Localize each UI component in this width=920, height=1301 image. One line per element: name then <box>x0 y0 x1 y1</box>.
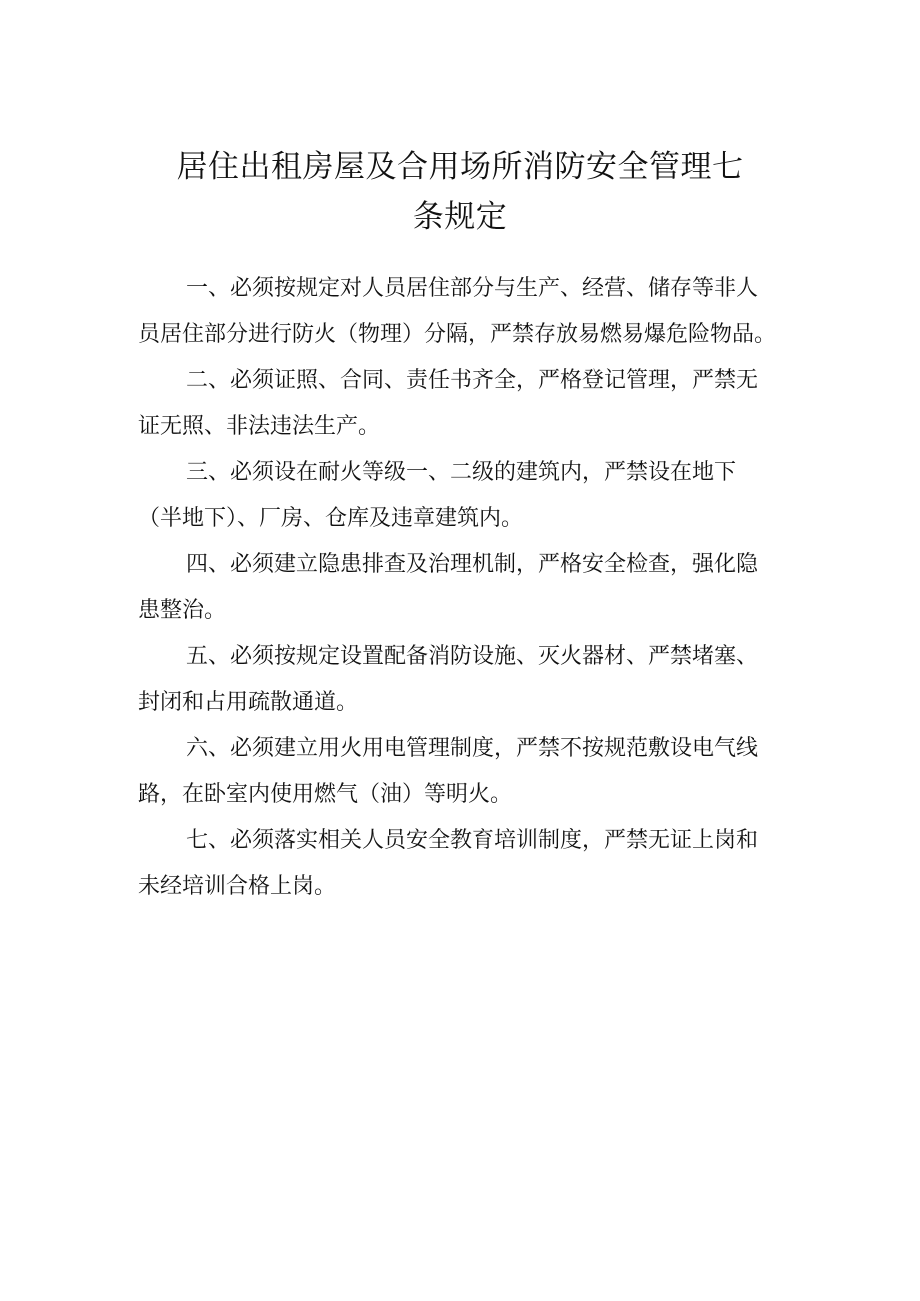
paragraph-line: 封闭和占用疏散通道。 <box>138 690 359 715</box>
document-title <box>100 142 820 242</box>
paragraph-line: 路，在卧室内使用燃气（油）等明火。 <box>138 782 513 807</box>
paragraph-line: 二、必须证照、合同、责任书齐全，严格登记管理，严禁无 <box>186 368 759 393</box>
paragraph <box>138 818 790 910</box>
paragraph-line: 五、必须按规定设置配备消防设施、灭火器材、严禁堵塞、 <box>186 644 759 669</box>
paragraph <box>138 450 790 542</box>
title-line: 条规定 <box>412 199 508 235</box>
paragraph-line: 四、必须建立隐患排查及治理机制，严格安全检查，强化隐 <box>186 552 759 577</box>
paragraph <box>138 634 790 726</box>
paragraph <box>138 266 790 358</box>
paragraph <box>138 542 790 634</box>
paragraph-line: 六、必须建立用火用电管理制度，严禁不按规范敷设电气线 <box>186 736 759 761</box>
title-line: 居住出租房屋及合用场所消防安全管理七 <box>176 149 744 185</box>
paragraph <box>138 358 790 450</box>
paragraph-line: 证无照、非法违法生产。 <box>138 414 381 439</box>
paragraph-line: 员居住部分进行防火（物理）分隔，严禁存放易燃易爆危险物品。 <box>138 322 777 347</box>
paragraph-line: 七、必须落实相关人员安全教育培训制度，严禁无证上岗和 <box>186 828 759 853</box>
paragraph-line: （半地下）、厂房、仓库及违章建筑内。 <box>138 506 524 531</box>
paragraph-line: 三、必须设在耐火等级一、二级的建筑内，严禁设在地下 <box>186 460 737 485</box>
paragraph-line: 患整治。 <box>138 598 227 623</box>
paragraph <box>138 726 790 818</box>
paragraph-line: 一、必须按规定对人员居住部分与生产、经营、储存等非人 <box>186 276 759 301</box>
paragraph-line: 未经培训合格上岗。 <box>138 874 337 899</box>
document-body <box>138 266 790 910</box>
